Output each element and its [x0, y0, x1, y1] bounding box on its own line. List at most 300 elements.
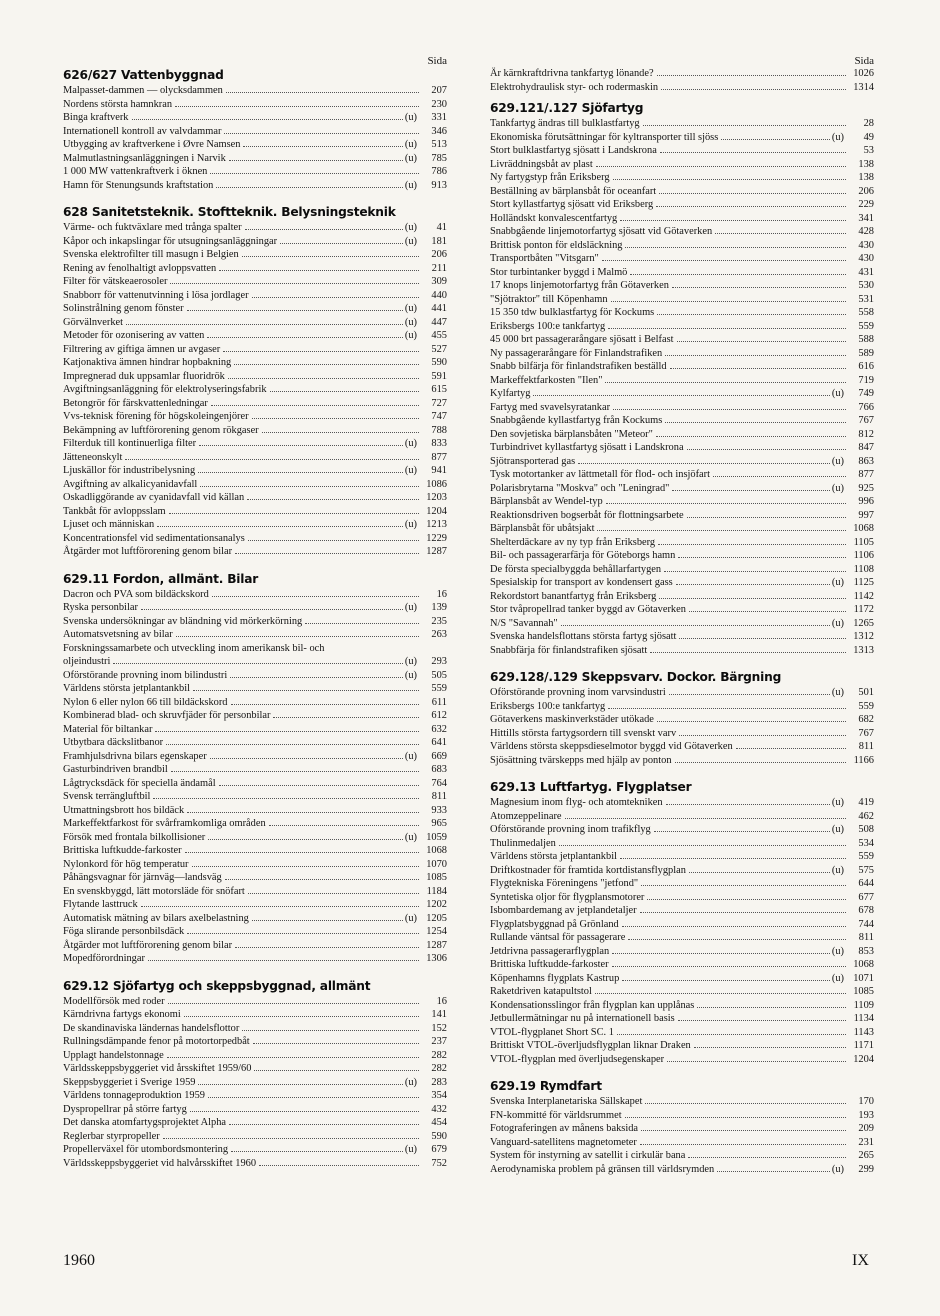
entry-marker: (u)	[831, 577, 844, 588]
entry-page: 747	[431, 411, 447, 422]
index-entry	[63, 642, 447, 669]
dot-leader	[736, 748, 846, 749]
index-entry	[490, 185, 874, 199]
dot-leader	[273, 717, 419, 718]
entry-title: Oförstörande provning inom varvsindustri	[490, 687, 666, 698]
entry-page: 419	[858, 797, 874, 808]
section-heading: 626/627 Vattenbyggnad	[63, 68, 224, 82]
entry-marker: (u)	[404, 222, 417, 233]
dot-leader	[658, 544, 846, 545]
entry-title: Sjötransporterad gas	[490, 455, 576, 467]
entry-title: Nordens största hamnkran	[63, 98, 173, 110]
entry-page: 231	[858, 1136, 874, 1148]
entry-title: Dyspropellrar på större fartyg	[63, 1103, 187, 1115]
dot-leader	[305, 623, 419, 624]
dot-leader	[643, 125, 846, 126]
index-entry	[490, 850, 874, 864]
entry-title: Flytande lasttruck	[63, 899, 138, 910]
entry-title: Skeppsbyggeriet i Sverige 1959	[63, 1076, 196, 1088]
entry-page: 530	[858, 280, 874, 291]
entry-title: Tankfartyg ändras till bulklastfartyg	[490, 118, 640, 129]
dot-leader	[187, 812, 419, 813]
entry-page: 283	[431, 1076, 447, 1088]
index-entry	[63, 939, 447, 953]
entry-title: Jätteneonskylt	[63, 451, 123, 463]
entry-title: Automatisk mätning av bilars axelbelastning	[63, 912, 249, 924]
entry-title: Snabborr för vattenutvinning i lösa jordlager	[63, 289, 249, 301]
index-entry	[63, 235, 447, 249]
entry-page: 1254	[426, 926, 447, 937]
entry-title: Vanguard-satellitens magnetometer	[490, 1136, 637, 1148]
section-heading: 628 Sanitetsteknik. Stoftteknik. Belysningsteknik	[63, 205, 396, 219]
dot-leader	[153, 798, 419, 799]
entry-title: Reglerbar styrpropeller	[63, 1130, 160, 1142]
entry-title: Åtgärder mot luftförorening genom bilar	[63, 939, 233, 951]
index-entry	[63, 221, 447, 235]
dot-leader	[210, 758, 403, 759]
entry-title: Utmattningsbrott hos bildäck	[63, 804, 185, 816]
entry-page: 1105	[853, 536, 874, 548]
dot-leader	[228, 378, 419, 379]
dot-leader	[157, 526, 403, 527]
entry-title: Världens tonnageproduktion 1959	[63, 1090, 205, 1101]
index-entry	[490, 279, 874, 293]
entry-title: De skandinaviska ländernas handelsflottor	[63, 1022, 240, 1034]
entry-page: 996	[858, 496, 874, 507]
entry-title: Rekordstort banantfartyg från Eriksberg	[490, 590, 657, 602]
entry-title: Hittills största fartygsordern till svenskt varv	[490, 727, 677, 739]
entry-title: Avgiftningsanläggning för elektrolyseringsfabrik	[63, 384, 267, 395]
dot-leader	[596, 166, 846, 167]
entry-marker: (u)	[404, 316, 417, 328]
dot-leader	[231, 1151, 403, 1152]
dot-leader	[533, 395, 829, 396]
entry-title: Avgiftning av alkalicyanidavfall	[63, 478, 198, 490]
entry-title: Fotograferingen av månens baksida	[490, 1123, 639, 1134]
entry-title: Polarisbrytarna "Moskva" och "Leningrad"	[490, 482, 670, 494]
entry-page: 611	[431, 696, 447, 708]
entry-title: Automatsvetsning av bilar	[63, 629, 173, 640]
entry-title: Världens största jetplantankbil	[490, 851, 617, 862]
index-entry	[490, 904, 874, 918]
dot-leader	[605, 382, 846, 383]
entry-page: 41	[436, 222, 447, 233]
dot-leader	[694, 1047, 846, 1048]
entry-page: 282	[431, 1049, 447, 1061]
entry-title: Jetbullermätningar nu på internationell basis	[490, 1013, 675, 1024]
entry-marker: (u)	[404, 152, 417, 164]
index-entry	[490, 387, 874, 401]
entry-page: 138	[858, 158, 874, 170]
entry-title: Eriksbergs 100:e tankfartyg	[490, 700, 606, 712]
index-section	[490, 100, 874, 657]
entry-list	[490, 686, 874, 767]
index-entry	[490, 999, 874, 1013]
entry-page: 193	[858, 1109, 874, 1121]
entry-page: 139	[431, 602, 447, 613]
entry-title: De första specialbyggda behållarfartygen	[490, 563, 662, 575]
index-entry	[490, 401, 874, 415]
dot-leader	[208, 1097, 419, 1098]
index-entry	[490, 158, 874, 172]
entry-page: 170	[858, 1096, 874, 1107]
entry-page: 309	[431, 276, 447, 287]
index-section	[490, 669, 874, 767]
entry-title: VTOL-flygplanet Short SC. 1	[490, 1026, 614, 1038]
entry-title: Ekonomiska förutsättningar för kyltransporter till sjöss	[490, 131, 719, 143]
dot-leader	[253, 1043, 419, 1044]
section-heading: 629.19 Rymdfart	[490, 1079, 602, 1093]
entry-page: 1143	[853, 1026, 874, 1038]
entry-title: 45 000 brt passagerarångare sjösatt i Belfast	[490, 334, 674, 345]
dot-leader	[665, 422, 846, 423]
index-entry	[63, 858, 447, 872]
entry-title: Värme- och fuktväxlare med trånga spalter	[63, 222, 242, 233]
index-entry	[63, 370, 447, 384]
entry-title: Götaverkens maskinverkstäder utökade	[490, 714, 654, 725]
entry-title: 15 350 tdw bulklastfartyg för Kockums	[490, 307, 655, 318]
entry-page: 997	[858, 509, 874, 521]
index-entry	[490, 603, 874, 617]
index-entry	[63, 1130, 447, 1144]
index-entry	[490, 549, 874, 563]
index-entry	[63, 464, 447, 478]
dot-leader	[235, 553, 419, 554]
index-entry	[63, 179, 447, 193]
dot-leader	[230, 677, 403, 678]
entry-page: 767	[858, 415, 874, 426]
entry-marker: (u)	[404, 519, 417, 530]
entry-title: Tysk motortanker av lättmetall för flod- och insjöfart	[490, 469, 711, 480]
index-entry	[63, 588, 447, 602]
dot-leader	[229, 160, 403, 161]
dot-leader	[192, 866, 419, 867]
entry-title: Kondensationsslingor från flygplan kan upplånas	[490, 999, 695, 1011]
entry-list	[63, 995, 447, 1171]
entry-title: Upplagt handelstonnage	[63, 1049, 164, 1061]
dot-leader	[659, 193, 846, 194]
entry-page: 591	[431, 370, 447, 382]
dot-leader	[199, 445, 403, 446]
entry-title: Propellerväxel för utombordsmontering	[63, 1144, 229, 1155]
index-entry	[490, 252, 874, 266]
index-entry	[63, 871, 447, 885]
index-entry	[490, 1163, 874, 1177]
dot-leader	[613, 179, 846, 180]
index-entry	[63, 478, 447, 492]
dot-leader	[208, 839, 403, 840]
entry-title: Rullningsdämpande fenor på motortorpedbåt	[63, 1036, 250, 1047]
entry-page: 432	[431, 1103, 447, 1115]
dot-leader	[169, 513, 419, 514]
index-entry	[490, 320, 874, 334]
entry-title: Utbygging av kraftverkene i Øvre Namsen	[63, 139, 241, 150]
dot-leader	[262, 432, 419, 433]
entry-title: En svenskbyggd, lätt motorsläde för snöfart	[63, 885, 245, 897]
entry-page: 265	[858, 1150, 874, 1161]
entry-page: 28	[863, 118, 874, 129]
index-entry	[63, 383, 447, 397]
index-entry	[63, 98, 447, 112]
entry-title: Gasturbindriven brandbil	[63, 764, 168, 775]
entry-title: Det danska atomfartygsprojektet Alpha	[63, 1117, 227, 1128]
entry-title: Turbindrivet kyllastfartyg sjösatt i Landskrona	[490, 442, 684, 453]
entry-page: 615	[431, 384, 447, 395]
index-entry	[490, 1109, 874, 1123]
entry-title: Snabb bilfärja för finlandstrafiken beställd	[490, 361, 667, 372]
index-entry	[490, 1012, 874, 1026]
index-entry	[490, 837, 874, 851]
entry-title: Oförstörande provning inom bilindustri	[63, 669, 228, 681]
entry-title: Filter för vätskeaerosoler	[63, 276, 168, 287]
dot-leader	[659, 598, 846, 599]
index-entry	[63, 709, 447, 723]
entry-page: 669	[431, 750, 447, 762]
entry-page: 1204	[426, 505, 447, 517]
entry-page: 588	[858, 334, 874, 345]
entry-title: Flygplatsbyggnad på Grönland	[490, 918, 619, 930]
dot-leader	[141, 609, 403, 610]
entry-title: Vvs-teknisk förening för högskoleingenjörer	[63, 411, 249, 422]
index-section	[490, 779, 874, 1066]
entry-title: Flygtekniska Föreningens "jetfond"	[490, 878, 639, 889]
entry-title: Stor tvåpropellrad tanker byggd av Götaverken	[490, 604, 686, 615]
entry-title: Isbombardemang av jetplandetaljer	[490, 905, 637, 916]
entry-title: Världens största jetplantankbil	[63, 683, 190, 694]
entry-title: Oskadliggörande av cyanidavfall vid källan	[63, 492, 245, 503]
entry-title: Shelterdäckare av ny typ från Eriksberg	[490, 536, 656, 548]
entry-title: Spesialskip for transport av kondensert gass	[490, 577, 673, 588]
entry-title: Jetdrivna passagerarflygplan	[490, 945, 610, 957]
entry-page: 812	[858, 428, 874, 440]
index-entry	[490, 617, 874, 631]
index-entry	[63, 1116, 447, 1130]
dot-leader	[630, 274, 846, 275]
entry-title: Rullande väntsal för passagerare	[490, 932, 626, 943]
entry-page: 678	[858, 905, 874, 916]
entry-page: 1229	[426, 532, 447, 544]
entry-title: Försök med frontala bilkollisioner	[63, 831, 206, 843]
entry-page: 811	[858, 932, 874, 943]
entry-page: 589	[858, 347, 874, 359]
dot-leader	[234, 364, 419, 365]
index-entry	[63, 491, 447, 505]
index-entry	[490, 686, 874, 700]
entry-marker: (u)	[831, 131, 844, 143]
entry-title: Kylfartyg	[490, 388, 531, 399]
entry-title: Driftkostnader för framtida kortdistansflygplan	[490, 864, 686, 876]
dot-leader	[697, 1007, 846, 1008]
dot-leader	[628, 939, 846, 940]
index-entry	[63, 329, 447, 343]
index-entry	[490, 198, 874, 212]
entry-page: 505	[431, 669, 447, 681]
dot-leader	[243, 146, 402, 147]
index-entry	[490, 1039, 874, 1053]
dot-leader	[654, 831, 830, 832]
index-entry	[63, 763, 447, 777]
entry-page: 237	[431, 1036, 447, 1047]
entry-title: Malpasset-dammen — olycksdammen	[63, 85, 223, 96]
entry-page: 1166	[853, 754, 874, 766]
index-entry	[490, 306, 874, 320]
dot-leader	[212, 596, 419, 597]
index-entry	[490, 700, 874, 714]
entry-page: 331	[431, 112, 447, 123]
entry-marker: (u)	[831, 1163, 844, 1175]
entry-title: Svensk terrängluftbil	[63, 791, 151, 802]
entry-title: oljeindustri	[63, 656, 111, 667]
entry-page: 462	[858, 810, 874, 822]
index-entry	[490, 630, 874, 644]
entry-page: 853	[858, 945, 874, 957]
index-entry	[63, 302, 447, 316]
index-entry	[63, 1143, 447, 1157]
entry-page: 354	[431, 1090, 447, 1101]
dot-leader	[656, 206, 846, 207]
index-entry	[63, 125, 447, 139]
entry-page: 152	[431, 1022, 447, 1034]
dot-leader	[170, 283, 419, 284]
dot-leader	[715, 233, 846, 234]
entry-page: 341	[858, 212, 874, 224]
dot-leader	[689, 872, 830, 873]
entry-title: Mopedförordningar	[63, 953, 145, 964]
dot-leader	[184, 1016, 419, 1017]
index-entry	[63, 804, 447, 818]
entry-title: Världens största skeppsdieselmotor byggd vid Götaverken	[490, 741, 733, 752]
dot-leader	[721, 139, 830, 140]
index-entry	[63, 777, 447, 791]
index-entry	[490, 644, 874, 658]
dot-leader	[559, 845, 846, 846]
index-entry	[490, 754, 874, 768]
entry-title: Filtrering av giftiga ämnen ur avgaser	[63, 343, 221, 355]
entry-page: 833	[431, 438, 447, 449]
index-entry	[490, 441, 874, 455]
entry-page: 863	[858, 455, 874, 467]
entry-title: Stort kyllastfartyg sjösatt vid Eriksberg	[490, 199, 654, 210]
entry-page: 138	[858, 172, 874, 183]
entry-page: 1171	[853, 1040, 874, 1051]
dot-leader	[640, 912, 846, 913]
entry-page: 1184	[426, 885, 447, 897]
index-entry	[63, 696, 447, 710]
dot-leader	[617, 1034, 846, 1035]
entry-page: 534	[858, 837, 874, 849]
entry-page: 877	[858, 469, 874, 480]
dot-leader	[625, 1117, 846, 1118]
dot-leader	[578, 463, 830, 464]
dot-leader	[675, 762, 846, 763]
entry-title: Oförstörande provning inom trafikflyg	[490, 824, 651, 835]
dot-leader	[225, 879, 419, 880]
entry-title: Svenska undersökningar av bländning vid mörkerkörning	[63, 615, 303, 627]
dot-leader	[670, 368, 846, 369]
entry-page: 430	[858, 253, 874, 264]
entry-title: Världsskeppsbyggeriet vid årsskiftet 1959/60	[63, 1063, 252, 1074]
entry-page: 1172	[853, 604, 874, 615]
dot-leader	[565, 818, 846, 819]
entry-page: 752	[431, 1157, 447, 1169]
entry-page: 1106	[853, 550, 874, 561]
index-entry	[63, 505, 447, 519]
entry-title: Eriksbergs 100:e tankfartyg	[490, 320, 606, 332]
dot-leader	[608, 328, 846, 329]
entry-marker: (u)	[404, 656, 417, 667]
dot-leader	[717, 1171, 830, 1172]
entry-title: 1 000 MW vattenkraftverk i öknen	[63, 166, 208, 177]
entry-page: 501	[858, 687, 874, 698]
index-entry	[63, 952, 447, 966]
entry-marker: (u)	[404, 303, 417, 314]
entry-page: 1070	[426, 858, 447, 870]
index-entry	[63, 343, 447, 357]
index-entry	[63, 831, 447, 845]
dot-leader	[645, 1103, 846, 1104]
index-entry	[490, 796, 874, 810]
entry-marker: (u)	[404, 1144, 417, 1155]
footer-page-number: IX	[852, 1252, 869, 1269]
dot-leader	[219, 270, 419, 271]
entry-title: Dacron och PVA som bildäckskord	[63, 588, 209, 600]
entry-title: Svenska elektrofilter till masugn i Belgien	[63, 249, 239, 260]
entry-marker: (u)	[404, 465, 417, 476]
entry-page: 1306	[426, 953, 447, 964]
entry-title: Aerodynamiska problem på gränsen till världsrymden	[490, 1163, 715, 1175]
dot-leader	[269, 825, 419, 826]
index-entry	[63, 111, 447, 125]
entry-page: 559	[858, 851, 874, 862]
entry-page: 1287	[426, 939, 447, 951]
entry-title: Världsskeppsbyggeriet vid halvårsskiftet 1960	[63, 1157, 257, 1169]
index-entry	[63, 723, 447, 737]
entry-page: 811	[858, 741, 874, 752]
index-entry	[63, 397, 447, 411]
entry-page: 440	[431, 289, 447, 301]
entry-marker: (u)	[404, 139, 417, 150]
dot-leader	[677, 341, 846, 342]
dot-leader	[656, 436, 846, 437]
index-entry	[490, 945, 874, 959]
entry-marker: (u)	[831, 482, 844, 494]
entry-page: 641	[431, 737, 447, 748]
entry-title: Reaktionsdriven bogserbåt för flottningsarbete	[490, 509, 684, 521]
entry-page: 1085	[853, 986, 874, 997]
index-entry	[63, 410, 447, 424]
dot-leader	[231, 704, 420, 705]
dot-leader	[620, 858, 846, 859]
entry-page: 677	[858, 891, 874, 903]
dot-leader	[190, 1111, 419, 1112]
dot-leader	[176, 636, 419, 637]
entry-page: 447	[431, 316, 447, 328]
entry-title: Beställning av bärplansbåt för oceanfart	[490, 185, 657, 197]
entry-page: 1202	[426, 899, 447, 910]
entry-page: 513	[431, 139, 447, 150]
entry-page: 455	[431, 330, 447, 341]
entry-page: 1312	[853, 631, 874, 642]
page-column-header: Sida	[427, 55, 447, 67]
entry-title: Ljuset och människan	[63, 519, 155, 530]
entry-page: 644	[858, 878, 874, 889]
entry-page: 575	[858, 864, 874, 876]
dot-leader	[669, 694, 830, 695]
dot-leader	[141, 906, 419, 907]
entry-title: Brittisk ponton för eldsläckning	[490, 239, 623, 251]
entry-title: Snabbgående kyllastfartyg från Kockums	[490, 415, 663, 426]
entry-title: Bärplansbåt av Wendel-typ	[490, 496, 603, 507]
